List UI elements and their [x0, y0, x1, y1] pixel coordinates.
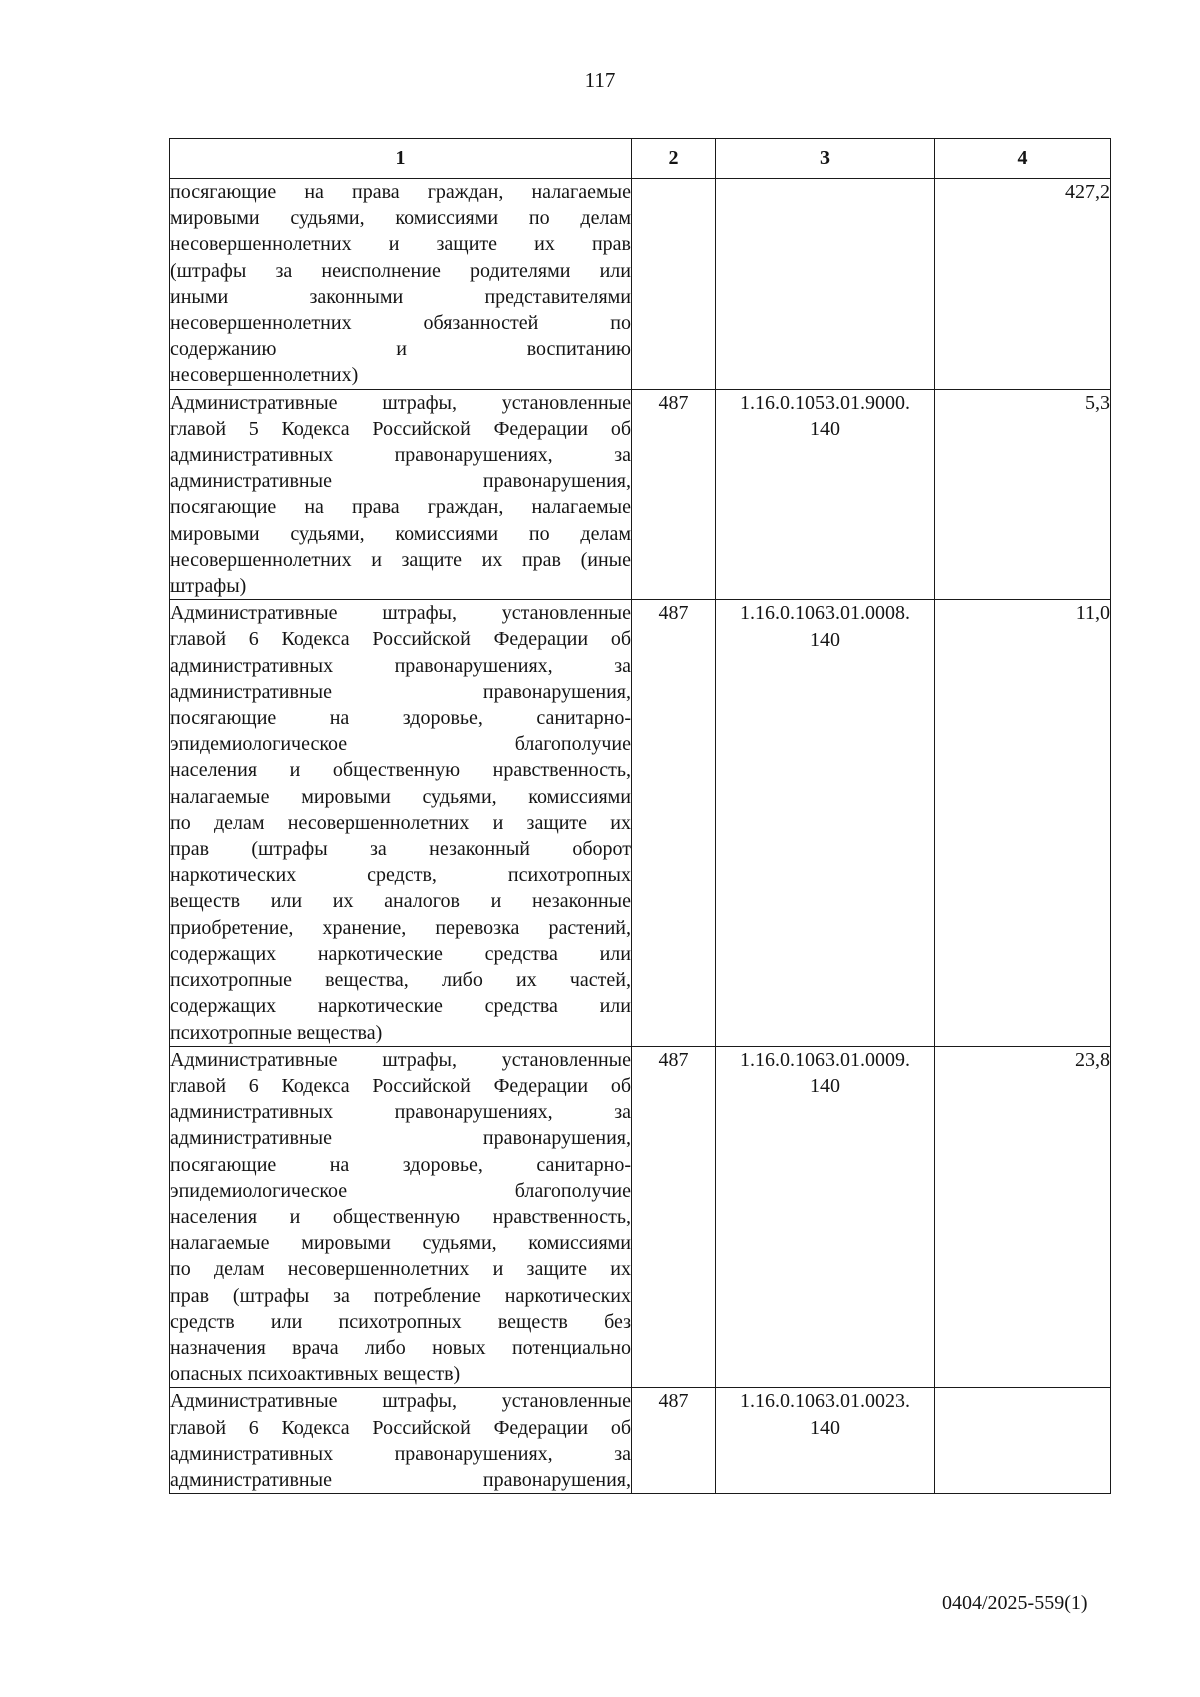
description-line: штрафы) [170, 575, 247, 598]
description-line: Административные штрафы, установленные [170, 391, 631, 414]
description-line: налагаемые мировыми судьями, комиссиями [170, 1232, 631, 1255]
row-description [170, 389, 632, 600]
code-line: 140 [810, 628, 840, 651]
description-line: прав (штрафы за потребление наркотических [170, 1284, 631, 1307]
description-line: приобретение, хранение, перевозка растений, [170, 916, 631, 939]
description-line: несовершеннолетних и защите их прав (иные [170, 548, 631, 571]
description-line: административные правонарушения, [170, 1468, 631, 1491]
admin-code: 487 [632, 389, 716, 600]
description-line: административных правонарушениях, за [170, 1101, 631, 1124]
description-line: мировыми судьями, комиссиями по делам [170, 522, 631, 545]
description-line: главой 6 Кодекса Российской Федерации об [170, 1074, 631, 1097]
description-line: главой 5 Кодекса Российской Федерации об [170, 417, 631, 440]
admin-code [632, 179, 716, 390]
admin-code: 487 [632, 1046, 716, 1388]
description-line: психотропные вещества) [170, 1021, 383, 1044]
code-line: 1.16.0.1063.01.0009. [740, 1048, 910, 1071]
table-row [170, 1388, 1111, 1494]
description-line: несовершеннолетних обязанностей по [170, 312, 631, 335]
budget-classification-code [716, 389, 935, 600]
page-number: 117 [584, 68, 616, 92]
table-row [170, 389, 1111, 600]
description-line: опасных психоактивных веществ) [170, 1363, 461, 1386]
description-line: Административные штрафы, установленные [170, 1390, 631, 1413]
description-line: налагаемые мировыми судьями, комиссиями [170, 785, 631, 808]
description-line: Административные штрафы, установленные [170, 602, 631, 625]
description-line: Административные штрафы, установленные [170, 1048, 631, 1071]
description-line: главой 6 Кодекса Российской Федерации об [170, 628, 631, 651]
description-line: административные правонарушения, [170, 680, 631, 703]
code-line: 1.16.0.1063.01.0008. [740, 602, 910, 625]
description-line: мировыми судьями, комиссиями по делам [170, 207, 631, 230]
description-line: прав (штрафы за незаконный оборот [170, 838, 631, 861]
table-header-row [170, 139, 1111, 179]
description-line: населения и общественную нравственность, [170, 759, 631, 782]
admin-code: 487 [632, 1388, 716, 1494]
description-line: по делам несовершеннолетних и защите их [170, 1258, 631, 1281]
code-line: 140 [810, 1416, 840, 1439]
column-header: 4 [935, 139, 1111, 179]
table-row [170, 1046, 1111, 1388]
amount: 11,0 [935, 600, 1111, 1046]
table-row [170, 600, 1111, 1046]
description-line: административных правонарушениях, за [170, 1442, 631, 1465]
description-line: назначения врача либо новых потенциально [170, 1336, 631, 1359]
description-line: административных правонарушениях, за [170, 654, 631, 677]
description-line: несовершеннолетних) [170, 364, 359, 387]
description-line: посягающие на права граждан, налагаемые [170, 496, 631, 519]
budget-classification-code [716, 1388, 935, 1494]
amount: 5,3 [935, 389, 1111, 600]
row-description [170, 179, 632, 390]
description-line: административных правонарушениях, за [170, 444, 631, 467]
code-line: 140 [810, 418, 840, 441]
amount [935, 1388, 1111, 1494]
row-description [170, 1388, 632, 1494]
description-line: несовершеннолетних и защите их прав [170, 233, 631, 256]
code-line: 1.16.0.1063.01.0023. [740, 1390, 910, 1413]
row-description [170, 1046, 632, 1388]
description-line: населения и общественную нравственность, [170, 1205, 631, 1228]
description-line: административные правонарушения, [170, 1127, 631, 1150]
description-line: иными законными представителями [170, 285, 631, 308]
description-line: (штрафы за неисполнение родителями или [170, 259, 631, 282]
description-line: посягающие на права граждан, налагаемые [170, 181, 631, 203]
description-line: эпидемиологическое благополучие [170, 733, 631, 756]
budget-table [169, 138, 1111, 1494]
amount: 23,8 [935, 1046, 1111, 1388]
description-line: наркотических средств, психотропных [170, 864, 631, 887]
description-line: посягающие на здоровье, санитарно- [170, 1153, 631, 1176]
description-line: средств или психотропных веществ без [170, 1310, 631, 1333]
description-line: содержащих наркотические средства или [170, 995, 631, 1018]
budget-classification-code [716, 600, 935, 1046]
document-code: 0404/2025-559(1) [942, 1592, 1088, 1614]
amount: 427,2 [935, 179, 1111, 390]
table-row [170, 179, 1111, 390]
description-line: посягающие на здоровье, санитарно- [170, 707, 631, 730]
code-line: 140 [810, 1075, 840, 1098]
description-line: главой 6 Кодекса Российской Федерации об [170, 1416, 631, 1439]
code-line: 1.16.0.1053.01.9000. [740, 391, 910, 414]
description-line: административные правонарушения, [170, 470, 631, 493]
budget-classification-code [716, 1046, 935, 1388]
description-line: веществ или их аналогов и незаконные [170, 890, 631, 913]
description-line: содержанию и воспитанию [170, 338, 631, 361]
description-line: содержащих наркотические средства или [170, 942, 631, 965]
description-line: психотропные вещества, либо их частей, [170, 969, 631, 992]
column-header: 3 [716, 139, 935, 179]
description-line: эпидемиологическое благополучие [170, 1179, 631, 1202]
description-line: по делам несовершеннолетних и защите их [170, 811, 631, 834]
column-header: 1 [170, 139, 632, 179]
admin-code: 487 [632, 600, 716, 1046]
column-header: 2 [632, 139, 716, 179]
budget-classification-code [716, 179, 935, 390]
row-description [170, 600, 632, 1046]
